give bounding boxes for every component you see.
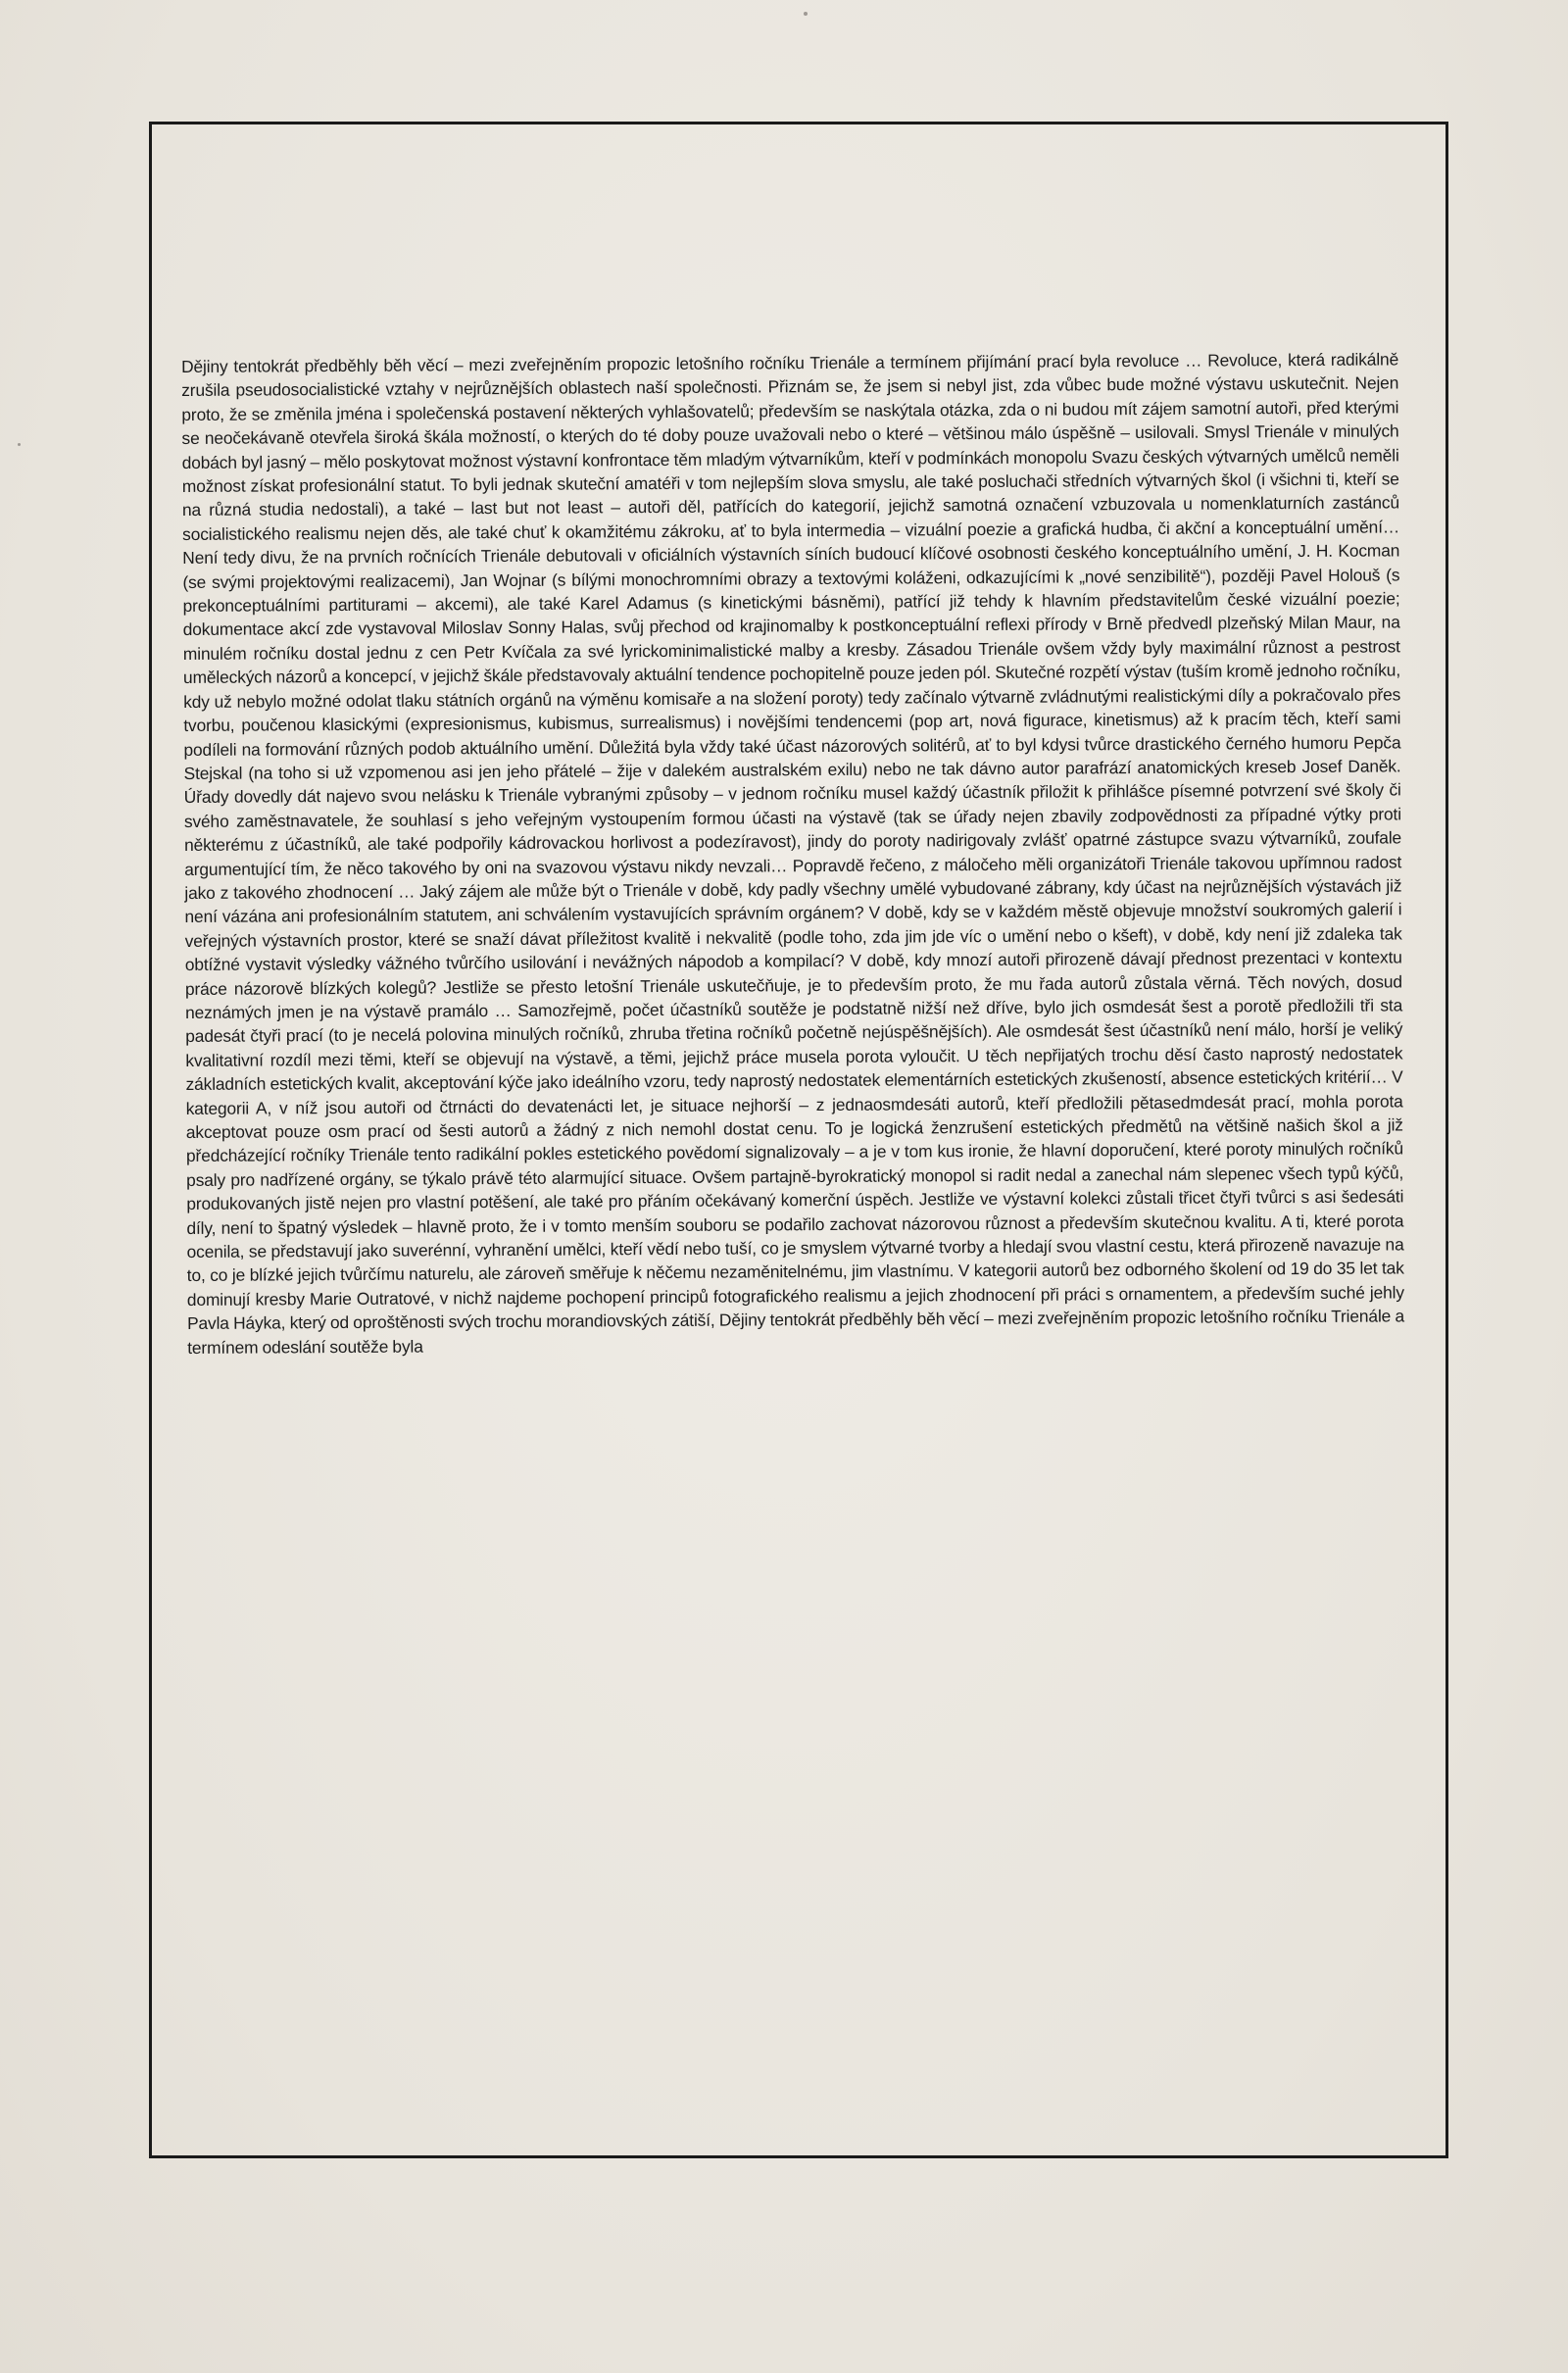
paper-speck — [804, 12, 808, 16]
body-text: Dějiny tentokrát předběhly běh věcí – mezi zveřejněním propozic letošního ročníku Trienále a termínem přijímání prací byla revoluce … Revoluce, která radikálně zrušila pseudosocialistické vztahy v nejrůznějších oblastech naší společnosti. Přiznám se, že jsem si nebyl jist, zda vůbec bude možné výstavu uskutečnit. Nejen proto, že se změnila jména i společenská postavení některých vyhlašovatelů; především se naskýtala otázka, zda o ni budou mít zájem samotní autoři, před kterými se neočekávaně otevřela široká škála možností, o kterých do té doby pouze uvažovali nebo o které – většinou málo úspěšně – usilovali. Smysl Trienále v minulých dobách byl jasný – mělo poskytovat možnost výstavní konfrontace těm mladým výtvarníkům, kteří v podmínkách monopolu Svazu českých výtvarných umělců neměli možnost získat profesionální statut. To byli jednak skuteční amatéři v tom nejlepším slova smyslu, ale také posluchači středních výtvarných škol (i všichni ti, kteří se na různá studia nedostali), a také – last but not least – autoři děl, patřících do kategorií, jejichž samotná označení vzbuzovala u nomenklaturních zastánců socialistického realismu nejen děs, ale také chuť k okamžitému zákroku, ať to byla intermedia – vizuální poezie a grafická hudba, či akční a konceptuální umění… Není tedy divu, že na prvních ročnících Trienále debutovali v oficiálních výstavních síních budoucí klíčové osobnosti českého konceptuálního umění, J. H. Kocman (se svými projektovými realizacemi), Jan Wojnar (s bílými monochromními obrazy a textovými koláženi, odkazujícími k „nové senzibilitě“), později Pavel Holouš (s prekonceptuálními partiturami – akcemi), ale také Karel Adamus (s kinetickými básněmi), patřící již tehdy k hlavním představitelům české vizuální poezie; dokumentace akcí zde vystavoval Miloslav Sonny Halas, svůj přechod od krajinomalby k postkonceptuální reflexi přírody v Brně předvedl plzeňský Milan Maur, na minulém ročníku dostal jednu z cen Petr Kvíčala za své lyrickominimalistické malby a kresby. Zásadou Trienále ovšem vždy byly maximální různost a pestrost uměleckých názorů a koncepcí, v jejichž škále představovaly aktuální tendence pochopitelně pouze jeden pól. Skutečné rozpětí výstav (tuším kromě jednoho ročníku, kdy už nebylo možné odolat tlaku státních orgánů na výměnu komisaře a na složení poroty) tedy začínalo výtvarně zvládnutými realistickými díly a pokračovalo přes tvorbu, poučenou klasickými (expresionismus, kubismus, surrealismus) i novějšími tendencemi (pop art, nová figurace, kinetismus) až k pracím těch, kteří sami podíleli na formování různých podob aktuálního umění. Důležitá byla vždy také účast názorových solitérů, ať to byl kdysi tvůrce drastického černého humoru Pepča Stejskal (na toho si už vzpomenou asi jen jeho přátelé – žije v dalekém australském exilu) nebo ne tak dávno autor parafrází anatomických kreseb Josef Daněk. Úřady dovedly dát najevo svou nelásku k Trienále vybranými způsoby – v jednom ročníku musel každý účastník přiložit k přihlášce písemné potvrzení své školy či svého zaměstnavatele, že souhlasí s jeho veřejným vystoupením formou účasti na výstavě (tak se úřady nejen zbavily zodpovědnosti za případné výtky proti některému z účastníků, ale také podpořily kádrovackou horlivost a podezíravost), jindy do poroty nadirigovaly zvlášť opatrné zástupce svazu výtvarníků, zoufale argumentující tím, že něco takového by oni na svazovou výstavu nikdy nevzali… Popravdě řečeno, z máločeho měli organizátoři Trienále takovou upřímnou radost jako z takového zhodnocení … Jaký zájem ale může být o Trienále v době, kdy padly všechny umělé vybudované zábrany, kdy účast na nejrůznějších výstavách již není vázána ani profesionálním statutem, ani schválením vystavujících správním orgánem? V době, kdy se v každém městě objevuje množství soukromých galerií i veřejných výstavních prostor, které se snaží dávat příležitost kvalitě i nekvalitě (podle toho, zda jim jde víc o umění nebo o kšeft), v době, kdy není již zdaleka tak obtížné vystavit výsledky vážného tvůrčího usilování i nevážných nápodob a kompilací? V době, kdy mnozí autoři přirozeně dávají přednost prezentaci v kontextu práce názorově blízkých kolegů? Jestliže se přesto letošní Trienále uskutečňuje, je to především proto, že mu řada autorů zůstala věrná. Těch nových, dosud neznámých jmen je na výstavě pramálo … Samozřejmě, počet účastníků soutěže je podstatně nižší než dříve, bylo jich osmdesát šest a porotě předložili tři sta padesát čtyři prací (to je necelá polovina minulých ročníků, zhruba třetina ročníků početně nejúspěšnějších). Ale osmdesát šest účastníků není málo, horší je veliký kvalitativní rozdíl mezi těmi, kteří se objevují na výstavě, a těmi, jejichž práce musela porota vyloučit. U těch nepřijatých trochu děsí často naprostý nedostatek základních estetických kvalit, akceptování kýče jako ideálního vzoru, tedy naprostý nedostatek elementárních estetických zkušeností, absence estetických kritérií… V kategorii A, v níž jsou autoři od čtrnácti do devatenácti let, je situace nejhorší – z jednaosmdesáti autorů, kteří předložili pětasedmdesát prací, mohla porota akceptovat pouze osm prací od šesti autorů a žádný z nich nemohl dostat cenu. To je logická ženzrušení estetických předmětů na většině našich škol a již předcházející ročníky Trienále tento radikální pokles estetického povědomí signalizovaly – a je v tom kus ironie, že hlavní doporučení, které poroty minulých ročníků psaly pro nadřízené orgány, se týkalo právě této alarmující situace. Ovšem partajně-byrokratický monopol si radit nedal a zanechal nám slepenec všech typů kýčů, produkovaných jistě nejen pro vlastní potěšení, ale také pro přáním očekávaný komerční úspěch. Jestliže ve výstavní kolekci zůstali třicet čtyři tvůrci s asi šedesáti díly, není to špatný výsledek – hlavně proto, že i v tomto menším souboru se podařilo zachovat názorovou různost a především skutečnou kvalitu. A ti, které porota ocenila, se představují jako suverénní, vyhranění umělci, kteří vědí nebo tuší, co je smyslem výtvarné tvorby a hledají svou vlastní cestu, která přirozeně navazuje na to, co je blízké jejich tvůrčímu naturelu, ale zároveň směřuje k něčemu nezaměnitelnému, jim vlastnímu. V kategorii autorů bez odborného školení od 19 do 35 let tak dominují kresby Marie Outratové, v nichž najdeme pochopení principů fotografického realismu a jejich zhodnocení při práci s ornamentem, a především suché jehly Pavla Háyka, který od oproštěnosti svých trochu morandiovských zátiší, Dějiny tentokrát předběhly běh věcí – mezi zveřejněním propozic letošního ročníku Trienále a termínem odeslání soutěže byla — [181, 349, 1405, 1358]
paper-speck — [18, 443, 21, 446]
